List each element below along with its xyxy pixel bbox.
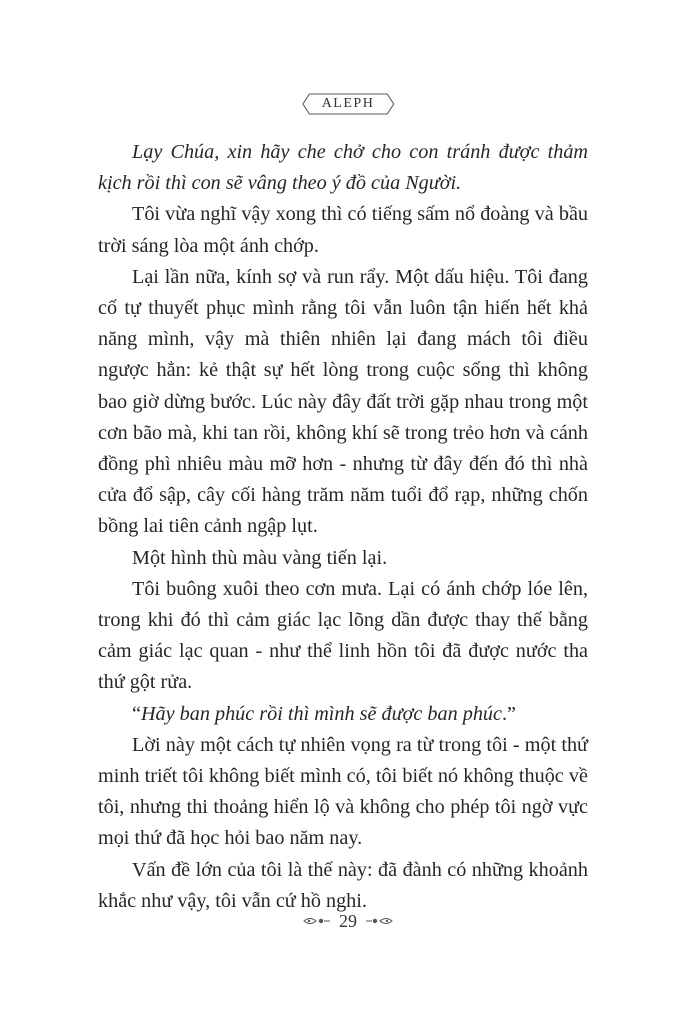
running-header xyxy=(0,92,696,116)
book-title: ALEPH xyxy=(321,96,375,111)
page-body xyxy=(98,137,588,917)
quote-text: Hãy ban phúc rồi thì mình sẽ được ban phúc xyxy=(140,702,502,725)
paragraph: Lại lần nữa, kính sợ và run rẩy. Một dấu hiệu. Tôi đang cố tự thuyết phục mình rằng tôi vẫn luôn tận hiến hết khả năng mình, vậy mà thiên nhiên lại đang mách tôi điều ngược hẳn: kẻ thật sự hết lòng trong cuộc sống thì không bao giờ dừng bước. Lúc này đây đất trời gặp nhau trong một cơn bão mà, khi tan rồi, không khí sẽ trong trẻo hơn và cánh đồng phì nhiêu màu mỡ hơn - nhưng từ đây đến đó thì nhà cửa đổ sập, cây cối hàng trăm năm tuổi đổ rạp, những chốn bồng lai tiên cảnh ngập lụt. xyxy=(98,265,588,538)
paragraph: Tôi vừa nghĩ vậy xong thì có tiếng sấm nổ đoàng và bầu trời sáng lòa một ánh chớp. xyxy=(98,203,588,257)
page-number: 29 xyxy=(339,910,357,931)
paragraph: Lạy Chúa, xin hãy che chở cho con tránh được thảm kịch rồi thì con sẽ vâng theo ý đồ của Người. xyxy=(98,141,588,195)
quote-paragraph xyxy=(98,699,588,730)
paragraph: Lời này một cách tự nhiên vọng ra từ trong tôi - một thứ minh triết tôi không biết mình có, tôi biết nó không thuộc về tôi, nhưng thi thoảng hiển lộ và không cho phép tôi ngờ vực mọi thứ đã học hỏi bao năm nay. xyxy=(98,733,588,850)
page-footer xyxy=(0,910,696,932)
right-ornament-icon xyxy=(365,915,393,927)
running-header-frame xyxy=(302,93,395,115)
paragraph: Một hình thù màu vàng tiến lại. xyxy=(132,546,388,569)
left-ornament-icon xyxy=(303,915,331,927)
paragraph: Vấn đề lớn của tôi là thế này: đã đành có những khoảnh khắc như vậy, tôi vẫn cứ hồ nghi. xyxy=(98,858,588,912)
quote-open-mark: “ xyxy=(132,702,141,725)
paragraph: Tôi buông xuôi theo cơn mưa. Lại có ánh chớp lóe lên, trong khi đó thì cảm giác lạc lõng dần được thay thế bằng cảm giác lạc quan - như thể linh hồn tôi đã được nước tha thứ gột rửa. xyxy=(98,577,588,694)
quote-close-mark: .” xyxy=(501,702,516,725)
